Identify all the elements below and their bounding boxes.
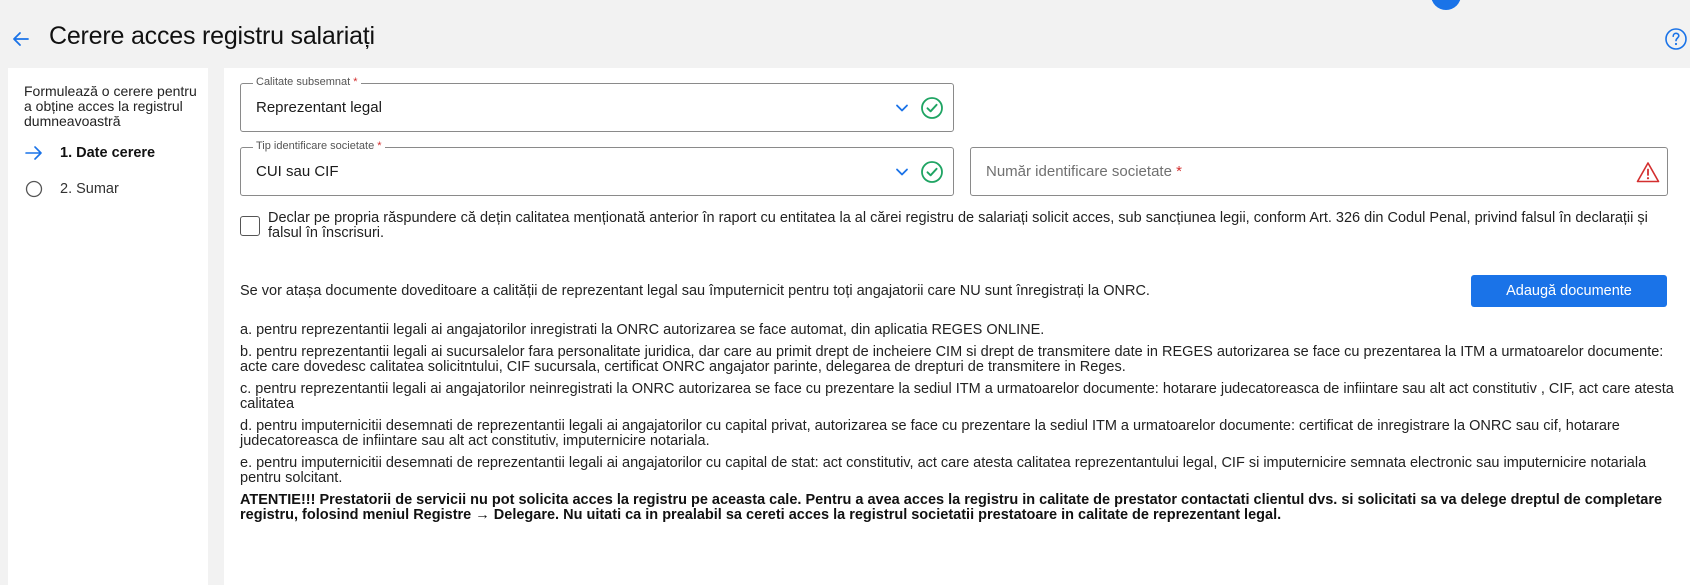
- help-button[interactable]: [1664, 27, 1688, 51]
- declaratie-checkbox[interactable]: [240, 216, 260, 236]
- check-circle-icon: [920, 160, 944, 184]
- warning-note: ATENTIE!!! Prestatorii de servicii nu pot solicita acces la registru pe aceasta cale. Pentru a avea acces la registru in calitate de prestator contactati clientul dvs. si solicitati sa va delege dreptul de completare registru, folosind meniul Registre → Delegare. Nu uitati ca in prealabil sa cereti acces la registrul societatii prestatoare in calitate de reprezentant legal.: [240, 492, 1663, 523]
- arrow-left-icon: [11, 29, 31, 49]
- tip-identificare-select[interactable]: [240, 140, 954, 196]
- back-button[interactable]: [10, 28, 32, 50]
- note-item: e. pentru imputernicitii desemnati de reprezentantii legali ai angajatorilor cu capital de stat: act constitutiv, act care atesta calitatea reprezentantului legal, CIF si imputernicire semnata electronic sau imputernicire notariala pentru solcitant.: [240, 455, 1647, 486]
- form-panel: [224, 68, 1690, 585]
- attach-info-text: Se vor atașa documente doveditoare a calității de reprezentant legal sau împuternicit pentru toți angajatorii care NU sunt înregistrați la ONRC.: [240, 283, 1150, 299]
- warning-triangle-icon: [1636, 161, 1660, 183]
- stepper-sidebar: [8, 68, 208, 585]
- field-value: CUI sau CIF: [256, 163, 339, 180]
- question-circle-icon: [1664, 27, 1688, 51]
- circle-icon: [24, 179, 44, 199]
- field-label: Calitate subsemnat *: [253, 76, 361, 88]
- field-label: Tip identificare societate *: [253, 140, 385, 152]
- step-date-cerere[interactable]: [24, 142, 155, 164]
- chevron-down-icon[interactable]: [892, 162, 912, 182]
- sidebar-intro: Formulează o cerere pentru a obține acces la registrul dumneavoastră: [24, 83, 197, 129]
- add-documents-button[interactable]: Adaugă documente: [1471, 275, 1667, 307]
- field-placeholder: Număr identificare societate *: [986, 163, 1182, 180]
- chevron-down-icon[interactable]: [892, 98, 912, 118]
- page-header: [0, 18, 1690, 58]
- note-item: d. pentru imputernicitii desemnati de reprezentantii legali ai angajatorilor cu capital privat, autorizarea se face cu prezentare la sediul ITM a urmatoarelor documente: certificat de inregistrare la ONRC sau cif, hotarare judecatoreasca de infiintare sau alt act constitutiv, imputernicire notariala.: [240, 418, 1620, 449]
- check-circle-icon: [920, 96, 944, 120]
- declaratie-text: Declar pe propria răspundere că dețin calitatea menționată anterior în raport cu entitatea la al cărei registru de salariați solicit acces, sub sancțiunea legii, conform Art. 326 din Codul Penal, privind falsul în declarații și falsul în înscrisuri.: [268, 210, 1648, 241]
- notes-list: [240, 323, 1680, 530]
- note-item: c. pentru reprezentantii legali ai angajatorilor neinregistrati la ONRC autorizarea se face cu prezentare la sediul ITM a urmatoarelor documente: hotarare judecatoreasca de infiintare sau alt act constitutiv , CIF, act care atesta calitatea: [240, 381, 1674, 412]
- step-label: 1. Date cerere: [60, 145, 156, 161]
- step-sumar[interactable]: [24, 178, 119, 200]
- page-title: Cerere acces registru salariați: [49, 22, 375, 50]
- numar-identificare-input[interactable]: [970, 147, 1668, 196]
- note-item: a. pentru reprezentantii legali ai angajatorilor inregistrati la ONRC autorizarea se face automat, din aplicatia REGES ONLINE.: [240, 322, 1045, 338]
- calitate-subsemnat-select[interactable]: [240, 76, 954, 132]
- note-item: b. pentru reprezentantii legali ai sucursalelor fara personalitate juridica, dar care au primit drept de incheiere CIM si drept de transmitere date in REGES autorizarea se face cu prezentarea la ITM a urmatoarelor documente: acte care dovedesc calitatea solicitntului, CIF sucursala, certificat ONRC angajator parinte, delegarea de drepturi de transmitere in Reges.: [240, 344, 1664, 375]
- field-value: Reprezentant legal: [256, 99, 382, 116]
- arrow-right-icon: [24, 143, 44, 163]
- step-label: 2. Sumar: [60, 181, 119, 197]
- user-avatar-indicator[interactable]: [1431, 0, 1461, 10]
